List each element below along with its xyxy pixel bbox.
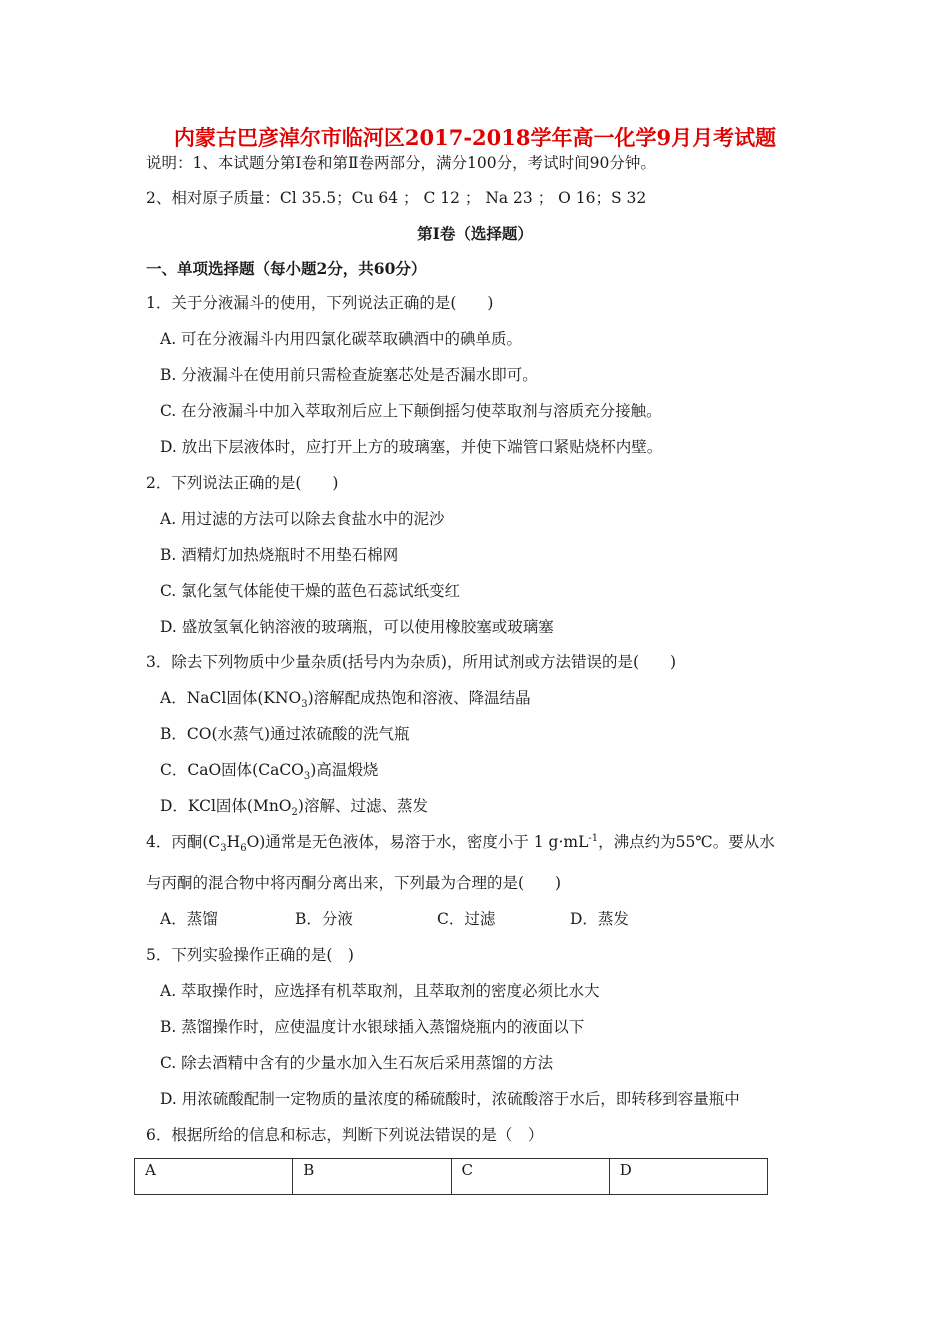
question-4-option-c: C．过滤 [437, 910, 496, 928]
part-title: 一、单项选择题（每小题2分，共60分） [146, 259, 427, 278]
question-5-option-a: A. 萃取操作时，应选择有机萃取剂，且萃取剂的密度必须比水大 [160, 982, 600, 1000]
question-4-option-b: B．分液 [295, 910, 353, 928]
question-4-stem-line2: 与丙酮的混合物中将丙酮分离出来，下列最为合理的是( ) [146, 874, 562, 892]
exam-instructions: 说明：1、本试题分第Ⅰ卷和第Ⅱ卷两部分，满分100分，考试时间90分钟。 [146, 154, 656, 172]
question-3-stem: 3．除去下列物质中少量杂质(括号内为杂质)，所用试剂或方法错误的是( ) [146, 653, 677, 671]
table-cell-c: C [451, 1159, 609, 1195]
question-5-option-c: C. 除去酒精中含有的少量水加入生石灰后采用蒸馏的方法 [160, 1054, 554, 1072]
question-3-option-a: A．NaCl固体$(KNO_3)$溶解配成热饱和溶液、降温结晶 [160, 689, 531, 711]
question-1-stem: 1．关于分液漏斗的使用，下列说法正确的是( ) [146, 294, 494, 312]
question-1-option-d: D. 放出下层液体时，应打开上方的玻璃塞，并使下端管口紧贴烧杯内壁。 [160, 438, 663, 456]
question-4-option-d: D．蒸发 [570, 910, 629, 928]
question-6-table [134, 1158, 768, 1195]
question-3-option-b: B．CO(水蒸气)通过浓硫酸的洗气瓶 [160, 725, 410, 743]
question-2-option-a: A. 用过滤的方法可以除去食盐水中的泥沙 [160, 510, 445, 528]
question-3-option-d: D．KCl固体(MnO$_2$)溶解、过滤、蒸发 [160, 797, 428, 819]
table-cell-d: D [609, 1159, 767, 1195]
question-3-option-c: C．CaO固体(CaCO$_3$)高温煅烧 [160, 761, 379, 783]
question-4-stem: 4．丙酮$(C_3H_6O)$通常是无色液体，易溶于水，密度小于 1 $g\cdot mL^{-1}$，沸点约为55℃。要从水 [146, 832, 775, 855]
question-5-option-d: D. 用浓硫酸配制一定物质的量浓度的稀硫酸时，浓硫酸溶于水后，即转移到容量瓶中 [160, 1090, 740, 1108]
table-cell-b: B [293, 1159, 451, 1195]
question-4-option-a: A．蒸馏 [160, 910, 218, 928]
question-6-stem: 6．根据所给的信息和标志，判断下列说法错误的是（ ） [146, 1126, 544, 1144]
question-5-stem: 5．下列实验操作正确的是( ) [146, 946, 354, 964]
question-1-option-a: A. 可在分液漏斗内用四氯化碳萃取碘酒中的碘单质。 [160, 330, 523, 348]
question-2-option-b: B. 酒精灯加热烧瓶时不用垫石棉网 [160, 546, 399, 564]
question-2-option-c: C. 氯化氢气体能使干燥的蓝色石蕊试纸变红 [160, 582, 461, 600]
question-1-option-b: B. 分液漏斗在使用前只需检查旋塞芯处是否漏水即可。 [160, 366, 538, 384]
question-5-option-b: B. 蒸馏操作时，应使温度计水银球插入蒸馏烧瓶内的液面以下 [160, 1018, 585, 1036]
question-2-option-d: D. 盛放氢氧化钠溶液的玻璃瓶，可以使用橡胶塞或玻璃塞 [160, 618, 554, 636]
section-title: 第Ⅰ卷（选择题） [417, 224, 533, 243]
atomic-masses: 2、相对原子质量：Cl 35.5；Cu 64 ； C 12 ； Na 23 ； O 16；S 32 [146, 189, 647, 207]
exam-title: 内蒙古巴彦淖尔市临河区2017-2018学年高一化学9月月考试题 [173, 125, 777, 150]
table-cell-a: A [135, 1159, 293, 1195]
table-row [135, 1159, 768, 1195]
question-1-option-c: C. 在分液漏斗中加入萃取剂后应上下颠倒摇匀使萃取剂与溶质充分接触。 [160, 402, 662, 420]
question-2-stem: 2．下列说法正确的是( ) [146, 474, 339, 492]
